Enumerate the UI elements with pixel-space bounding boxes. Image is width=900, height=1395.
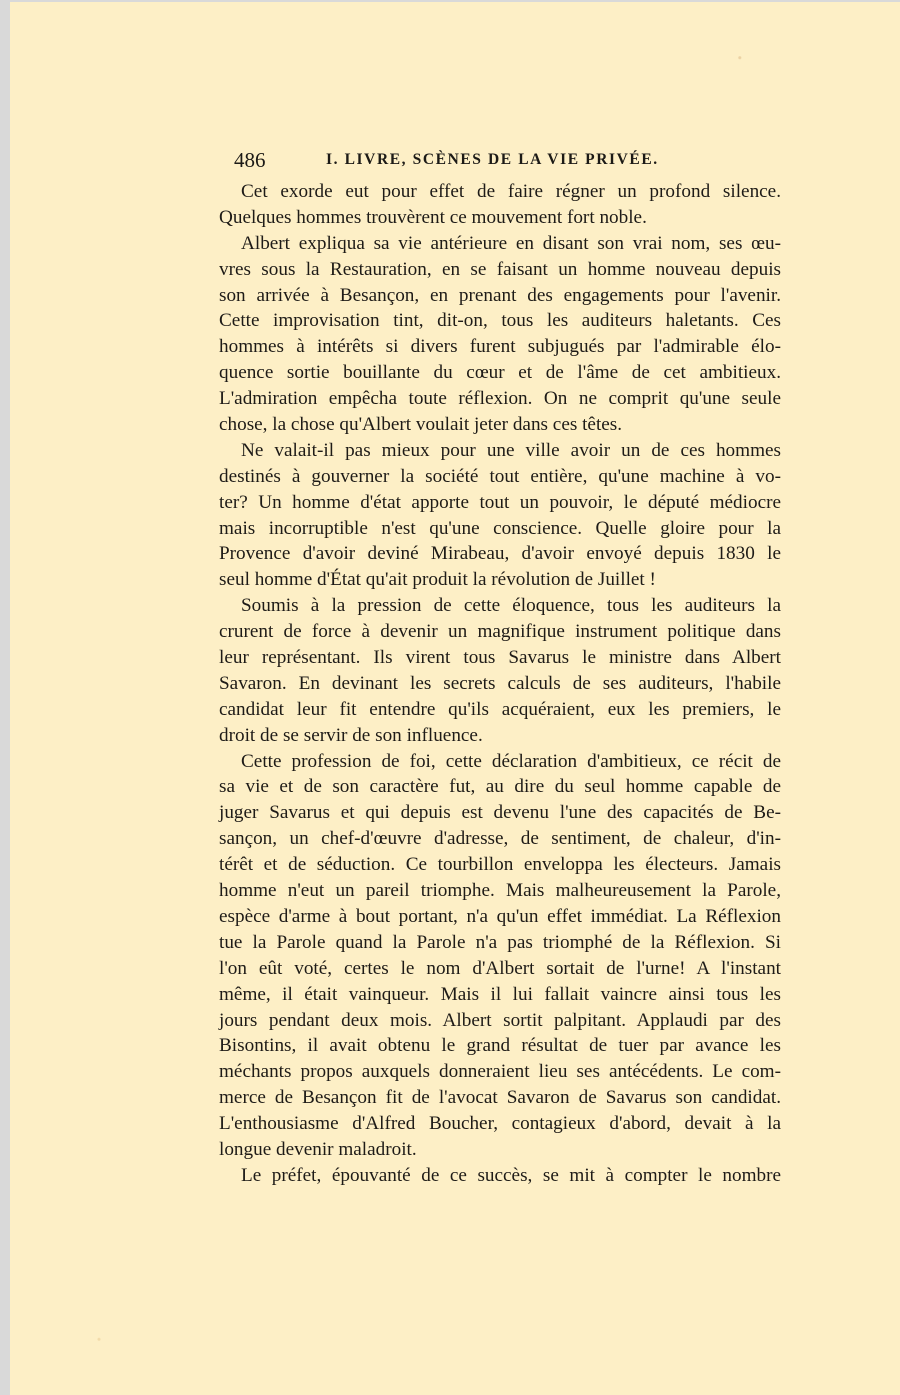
text-line: Bisontins, il avait obtenu le grand résultat de tuer par avance les — [219, 1035, 781, 1057]
text-line: Cette profession de foi, cette déclaration d'ambitieux, ce récit de — [241, 750, 781, 772]
text-line: ter? Un homme d'état apporte tout un pouvoir, le député médiocre — [219, 491, 781, 513]
text-line: Soumis à la pression de cette éloquence, tous les auditeurs la — [241, 595, 781, 617]
text-line: crurent de force à devenir un magnifique instrument politique dans — [219, 621, 781, 643]
text-line: Quelques hommes trouvèrent ce mouvement fort noble. — [219, 206, 647, 228]
text-line: l'on eût voté, certes le nom d'Albert sortait de l'urne! A l'instant — [219, 957, 781, 979]
text-line: candidat leur fit entendre qu'ils acquéraient, eux les premiers, le — [219, 698, 781, 720]
text-line: homme n'eut un pareil triomphe. Mais malheureusement la Parole, — [219, 880, 781, 902]
text-line: sa vie et de son caractère fut, au dire du seul homme capable de — [219, 776, 781, 798]
text-line: son arrivée à Besançon, en prenant des engagements pour l'avenir. — [219, 284, 781, 306]
text-line: juger Savarus et qui depuis est devenu l'une des capacités de Be- — [219, 802, 781, 824]
paragraph — [219, 1163, 781, 1189]
text-line: L'enthousiasme d'Alfred Boucher, contagieux d'abord, devait à la — [219, 1113, 781, 1135]
text-line: Cet exorde eut pour effet de faire régner un profond silence. — [241, 181, 781, 202]
page-number: 486 — [234, 148, 266, 172]
text-line: mais incorruptible n'est qu'une conscience. Quelle gloire pour la — [219, 517, 781, 539]
text-line: Savaron. En devinant les secrets calculs de ses auditeurs, l'habile — [219, 672, 781, 694]
text-line: destinés à gouverner la société tout entière, qu'une machine à vo- — [219, 465, 781, 487]
text-line: méchants propos auxquels donneraient lieu ses antécédents. Le com- — [219, 1061, 781, 1083]
text-line: L'admiration empêcha toute réflexion. On ne comprit qu'une seule — [219, 388, 781, 410]
paragraph — [219, 179, 781, 231]
text-line: espèce d'arme à bout portant, n'a qu'un effet immédiat. La Réflexion — [219, 905, 781, 927]
text-line: jours pendant deux mois. Albert sortit palpitant. Applaudi par des — [219, 1009, 781, 1031]
body-text — [219, 179, 781, 1189]
running-title: I. LIVRE, SCÈNES DE LA VIE PRIVÉE. — [326, 151, 659, 168]
text-line: hommes à intérêts si divers furent subjugués par l'admirable élo- — [219, 336, 781, 358]
text-line: Provence d'avoir deviné Mirabeau, d'avoir envoyé depuis 1830 le — [219, 543, 781, 565]
text-line: sançon, un chef-d'œuvre d'adresse, de sentiment, de chaleur, d'in- — [219, 828, 781, 850]
text-line: seul homme d'État qu'ait produit la révolution de Juillet ! — [219, 569, 656, 591]
text-line: vres sous la Restauration, en se faisant un homme nouveau depuis — [219, 258, 781, 280]
text-line: droit de se servir de son influence. — [219, 724, 483, 746]
paragraph — [219, 438, 781, 593]
text-line: merce de Besançon fit de l'avocat Savaron de Savarus son candidat. — [219, 1087, 781, 1109]
text-line: Albert expliqua sa vie antérieure en disant son vrai nom, ses œu- — [241, 232, 781, 254]
text-line: Cette improvisation tint, dit-on, tous les auditeurs haletants. Ces — [219, 310, 781, 332]
text-line: quence sortie bouillante du cœur et de l'âme de cet ambitieux. — [219, 362, 781, 384]
text-line: leur représentant. Ils virent tous Savarus le ministre dans Albert — [219, 647, 781, 669]
paragraph — [219, 231, 781, 438]
text-line: Le préfet, épouvanté de ce succès, se mit à compter le nombre — [241, 1164, 781, 1186]
text-line: tue la Parole quand la Parole n'a pas triomphé de la Réflexion. Si — [219, 931, 781, 953]
text-line: térêt et de séduction. Ce tourbillon enveloppa les électeurs. Jamais — [219, 854, 781, 876]
paragraph — [219, 593, 781, 748]
page-header — [234, 148, 794, 174]
text-line: chose, la chose qu'Albert voulait jeter dans ces têtes. — [219, 414, 623, 436]
text-line: Ne valait-il pas mieux pour une ville avoir un de ces hommes — [241, 439, 781, 461]
text-line: longue devenir maladroit. — [219, 1138, 417, 1160]
text-line: même, il était vainqueur. Mais il lui fallait vaincre ainsi tous les — [219, 983, 781, 1005]
paragraph — [219, 749, 781, 1163]
